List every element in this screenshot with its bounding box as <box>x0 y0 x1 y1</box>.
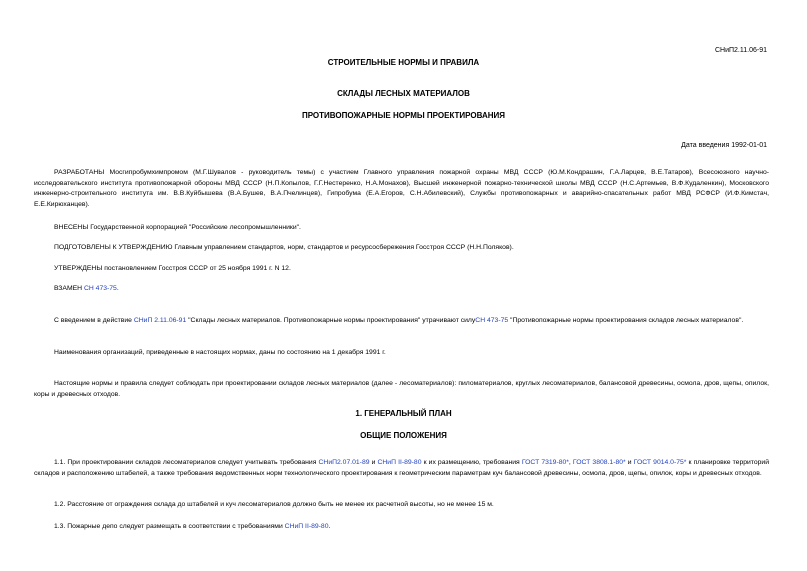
paragraph-approved <box>34 264 769 275</box>
p11-text-2: и <box>369 459 378 466</box>
replaced-prefix: ВЗАМЕН <box>54 285 84 292</box>
prepared-text: ПОДГОТОВЛЕНЫ К УТВЕРЖДЕНИЮ Главным управлением стандартов, норм, стандартов и ресурсосбережения Госстроя СССР (Н.Н.Поляков). <box>54 244 514 251</box>
paragraph-scope <box>34 379 769 400</box>
link-snip-2-07-01-89[interactable]: СНиП2.07.01-89 <box>318 459 370 466</box>
paragraph-effect <box>34 316 769 327</box>
link-snip-2-11-06-91[interactable]: СНиП 2.11.06-91 <box>133 317 187 324</box>
link-gost-9014-0-75[interactable]: ГОСТ 9014.0-75* <box>633 459 687 466</box>
title-building-norms: СТРОИТЕЛЬНЫЕ НОРМЫ И ПРАВИЛА <box>327 58 480 67</box>
link-snip-ii-89-80-fire[interactable]: СНиП II-89-80 <box>284 523 329 530</box>
link-gost-7319-80[interactable]: ГОСТ 7319-80* <box>521 459 569 466</box>
scope-text: Настоящие нормы и правила следует соблюдать при проектировании складов лесных материалов (далее - лесоматериалов): пиломатериалов, круглых лесоматериалов, балансовой древесины, осмола, дров, щепы, опилок, коры и древесных отходов. <box>34 380 769 398</box>
p11-text-6: к планировке территорий складов и расположению штабелей, а также требования ведомственных норм технологического проектирования к геометрическим параметрам куч балансовой древесины, осмола, дров, щепы, опилок, коры и древесных отходов. <box>34 459 770 477</box>
subsection-heading-general: ОБЩИЕ ПОЛОЖЕНИЯ <box>360 431 447 440</box>
link-sn-473-75[interactable]: СН 473-75 <box>83 285 117 292</box>
link-gost-3808-1-80[interactable]: ГОСТ 3808.1-80* <box>572 459 626 466</box>
p11-text-4: , <box>568 459 573 466</box>
paragraph-introduced <box>34 223 769 234</box>
introduction-date: Дата введения 1992-01-01 <box>681 142 767 149</box>
paragraph-1-2 <box>34 500 769 511</box>
paragraph-1-3 <box>34 522 769 533</box>
approved-text: УТВЕРЖДЕНЫ постановлением Госстроя СССР от 25 ноября 1991 г. N 12. <box>54 265 291 272</box>
p13-text-2: . <box>328 523 331 530</box>
p11-text-5: и <box>625 459 634 466</box>
paragraph-prepared <box>34 243 769 254</box>
title-fire-norms: ПРОТИВОПОЖАРНЫЕ НОРМЫ ПРОЕКТИРОВАНИЯ <box>301 111 506 120</box>
p11-text-3: к их размещению, требования <box>421 459 522 466</box>
p11-text-1: 1.1. При проектировании складов лесоматериалов следует учитывать требования <box>54 459 319 466</box>
paragraph-replaced <box>34 284 769 295</box>
document-number: СНиП2.11.06-91 <box>714 47 767 54</box>
effect-text-1: С введением в действие <box>54 317 134 324</box>
p12-text: 1.2. Расстояние от ограждения склада до штабелей и куч лесоматериалов должно быть не менее их расчетной высоты, но не менее 15 м. <box>54 501 494 508</box>
effect-text-2: "Склады лесных материалов. Противопожарные нормы проектирования" утрачивают силу <box>186 317 476 324</box>
introduced-text: ВНЕСЕНЫ Государственной корпорацией "Российские лесопромышленники". <box>54 224 301 231</box>
effect-text-3: "Противопожарные нормы проектирования складов лесных материалов". <box>508 317 744 324</box>
link-sn-473-75-effect[interactable]: СН 473-75 <box>475 317 509 324</box>
p13-text-1: 1.3. Пожарные депо следует размещать в соответствии с требованиями <box>54 523 285 530</box>
section-heading-general-plan: 1. ГЕНЕРАЛЬНЫЙ ПЛАН <box>355 409 452 418</box>
paragraph-1-1 <box>34 458 769 479</box>
paragraph-developed <box>34 168 769 210</box>
paragraph-org-names <box>34 348 769 359</box>
org-names-text: Наименования организаций, приведенные в настоящих нормах, даны по состоянию на 1 декабря 1991 г. <box>54 349 386 356</box>
replaced-suffix: . <box>116 285 119 292</box>
title-timber-storage: СКЛАДЫ ЛЕСНЫХ МАТЕРИАЛОВ <box>337 89 470 98</box>
link-snip-ii-89-80[interactable]: СНиП II-89-80 <box>377 459 422 466</box>
developed-text: РАЗРАБОТАНЫ Мосгипробумхимпромом (М.Г.Шувалов - руководитель темы) с участием Главного управления пожарной охраны МВД СССР (Ю.М.Кондрашин, Г.А.Ларцев, В.Е.Татаров), Всесоюзного научно-исследовательского института противопожарной обороны МВД СССР (Н.П.Копылов, Г.Г.Нестеренко, Н.А.Монахов), Высшей инженерной пожарно-технической школы МВД СССР (Н.С.Артемьев, В.Ф.Кудаленкин), Московского инженерно-строительного института им. В.В.Куйбышева (В.А.Бушев, В.А.Пчелинцев), Гипробума (Е.А.Егоров, С.Н.Абилевский), Службы противопожарных и аварийно-спасательных работ МВД РСФСР (И.Ф.Кимстач, Е.Е.Кирюханцев). <box>34 169 769 208</box>
